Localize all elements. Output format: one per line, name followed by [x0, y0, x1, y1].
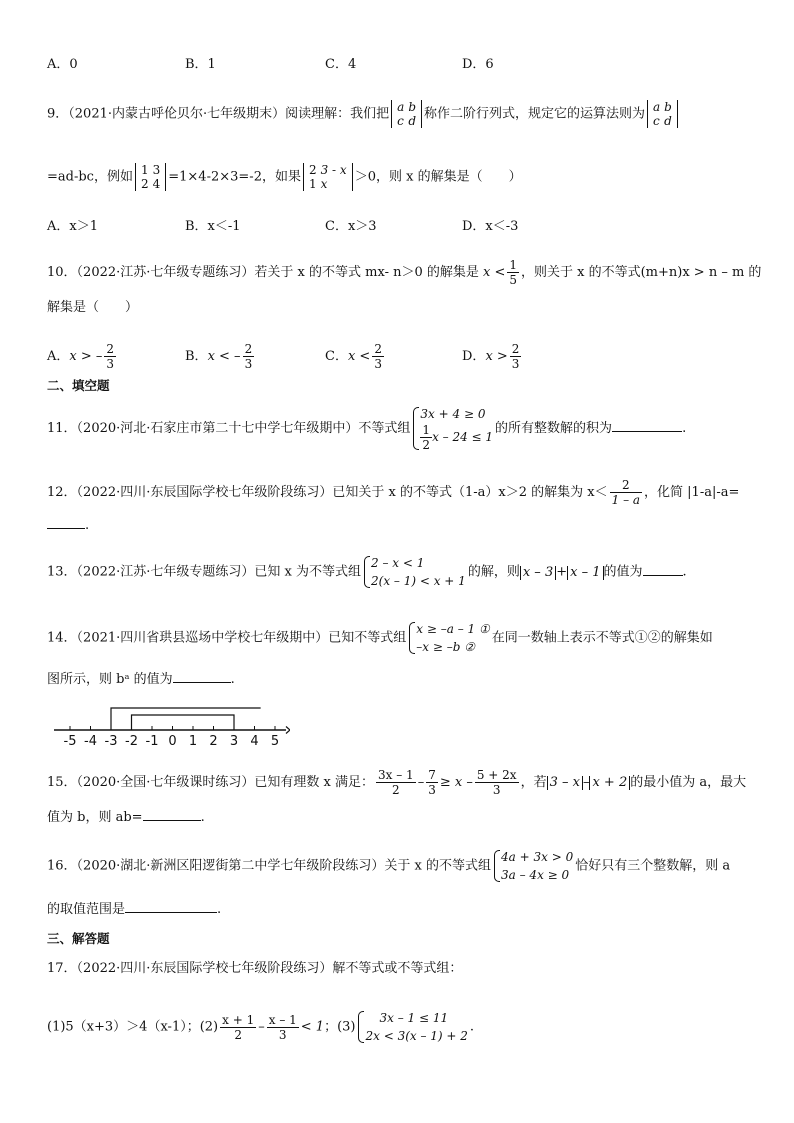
- q8-option-c: C．4: [325, 57, 357, 72]
- q13-system: 2 – x < 1 2(x – 1) < x + 1: [363, 554, 466, 590]
- number-line-tick-label: -2: [125, 734, 138, 749]
- q12-fraction: $\frac{2}{1 - a}$: [611, 478, 641, 507]
- q9-option-c: C．x＞3: [325, 219, 377, 234]
- q13-line: 13．（2022·江苏·七年级专题练习）已知 x 为不等式组 2 – x < 1 2(x – 1) < x + 1 的解，则 x – 3 + x – 1 的值为 .: [47, 556, 687, 588]
- section-solve-title: 三、解答题: [47, 931, 110, 946]
- q9-line2: [47, 163, 522, 191]
- q9-determinant-example: 1 3 2 4: [135, 163, 166, 191]
- number-line-tick-label: 0: [168, 734, 177, 749]
- number-line-tick-label: 3: [229, 734, 239, 749]
- number-line-tick-label: 1: [188, 734, 198, 749]
- q17-system: 3x – 1 ≤ 11 2x < 3(x – 1) + 2: [357, 1009, 467, 1045]
- q16-line2: 的取值范围是 .: [47, 898, 221, 919]
- q16-answer-blank[interactable]: [125, 898, 217, 913]
- q12-line2: .: [47, 514, 89, 535]
- q10-text: ，则关于 x 的不等式(m+n)x > n – m 的: [521, 265, 762, 280]
- number-line-tick-label: 2: [209, 734, 218, 749]
- q17-line2: (1)5（x+3）＞4（x-1）；(2) $\frac{x + 1}{2}$ – $\frac{x - 1}{3}$ < 1；(3) 3x – 1 ≤ 11 2x < 3(x – 1) + 2 .: [47, 1011, 475, 1043]
- q10-option-a: A．x > – $\frac{2}{3}$: [47, 342, 115, 371]
- q10-number: 10．: [47, 265, 77, 280]
- q10-condition: x <: [483, 265, 506, 280]
- q8-option-b: B．1: [185, 57, 216, 72]
- q16-system: 4a + 3x > 0 3a – 4x ≥ 0: [493, 848, 573, 884]
- q9-determinant-condition: 2 3 - x 1 x: [303, 163, 353, 191]
- solution-segment-lower: [132, 715, 235, 730]
- number-line-figure: [50, 702, 290, 750]
- number-line-tick-label: 4: [250, 734, 259, 749]
- q15-line2: 值为 b，则 ab= .: [47, 806, 205, 827]
- q12-line1: 12．（2022·四川·东辰国际学校七年级阶段练习）已知关于 x 的不等式（1-a）x＞2 的解集为 x＜ $\frac{2}{1 - a}$ ，化简 |1-a|-a=: [47, 478, 740, 507]
- number-line-tick-label: -5: [63, 734, 77, 749]
- number-line-tick-label: 5: [270, 734, 280, 749]
- q9-text: ＞0，则 x 的解集是（ ）: [354, 169, 522, 185]
- q16-line1: 16．（2020·湖北·新洲区阳逻街第二中学七年级阶段练习）关于 x 的不等式组 4a + 3x > 0 3a – 4x ≥ 0 恰好只有三个整数解，则 a: [47, 850, 731, 882]
- q13-answer-blank[interactable]: [643, 561, 683, 576]
- q11-answer-blank[interactable]: [612, 417, 682, 432]
- q9-option-a: A．x＞1: [47, 219, 98, 234]
- q9-text: 称作二阶行列式，规定它的运算法则为: [424, 106, 646, 122]
- q11-line: 11．（2020·河北·石家庄市第二十七中学七年级期中）不等式组 3x + 4 ≥ 0 $\frac{1}{2}$ x – 24 ≤ 1 的所有整数解的积为 .: [47, 407, 687, 452]
- q11-system: 3x + 4 ≥ 0 $\frac{1}{2}$ x – 24 ≤ 1: [412, 405, 493, 452]
- q14-line1: 14．（2021·四川省珙县巡场中学校七年级期中）已知不等式组 x ≥ –a – 1 ① –x ≥ –b ② 在同一数轴上表示不等式①②的解集如: [47, 622, 713, 654]
- q9-determinant-abcd-2: a b c d: [647, 100, 678, 128]
- q12-answer-blank[interactable]: [47, 514, 85, 529]
- q15-line1: 15．（2020·全国·七年级课时练习）已知有理数 x 满足： $\frac{3x - 1}{2}$ – $\frac{7}{3}$ ≥ x – $\frac{5 + 2x}{3}$ ，若 3 – x – x + 2 的最小值为 a，最大: [47, 768, 747, 797]
- q10-option-d: D．x > $\frac{2}{3}$: [462, 342, 520, 371]
- q17-line1: 17．（2022·四川·东辰国际学校七年级阶段练习）解不等式或不等式组：: [47, 961, 463, 976]
- q14-answer-blank[interactable]: [173, 668, 231, 683]
- q10-line1: [47, 258, 761, 287]
- q10-option-b: B．x < – $\frac{2}{3}$: [185, 342, 253, 371]
- number-line-tick-label: -1: [145, 734, 159, 749]
- q9-source: （2021·内蒙古呼伦贝尔·七年级期末）: [68, 106, 286, 122]
- q9-text: 阅读理解：我们把: [285, 106, 390, 122]
- q8-option-d: D．6: [462, 57, 494, 72]
- q14-system: x ≥ –a – 1 ① –x ≥ –b ②: [408, 620, 489, 656]
- section-fill-in-title: 二、填空题: [47, 378, 110, 393]
- solution-ray-upper: [111, 708, 261, 730]
- q10-option-c: C．x < $\frac{2}{3}$: [325, 342, 382, 371]
- q10-text: 若关于 x 的不等式 mx- n＞0 的解集是: [254, 265, 479, 280]
- q14-line2: 图所示，则 bᵃ 的值为 .: [47, 668, 235, 689]
- q8-option-a: A．0: [47, 57, 78, 72]
- q9-option-b: B．x＜-1: [185, 219, 241, 234]
- q9-text: =1×4-2×3=-2，如果: [168, 169, 301, 185]
- q15-answer-blank[interactable]: [143, 806, 201, 821]
- q9-line1: [47, 100, 680, 128]
- q9-option-d: D．x＜-3: [462, 219, 519, 234]
- q9-determinant-abcd: a b c d: [391, 100, 422, 128]
- q10-source: （2022·江苏·七年级专题练习）: [76, 265, 255, 280]
- q10-line2: 解集是（ ）: [47, 300, 139, 315]
- number-line-tick-label: -4: [84, 734, 97, 749]
- number-line-tick-label: -3: [104, 734, 118, 749]
- q9-text: =ad-bc，例如: [47, 169, 133, 185]
- q9-number: 9．: [47, 106, 69, 122]
- q10-fraction: $\frac{1}{5}$: [509, 258, 518, 287]
- number-line-arrow: [286, 727, 290, 734]
